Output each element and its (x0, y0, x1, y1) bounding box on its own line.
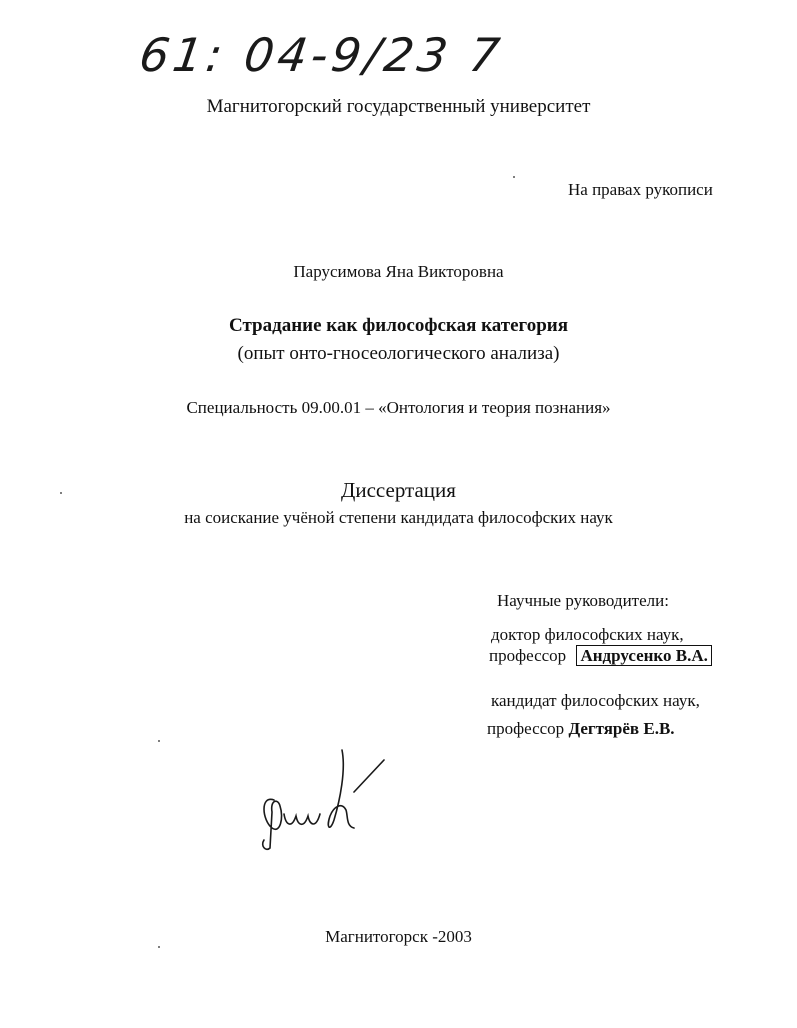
document-type: Диссертация (341, 478, 456, 502)
scan-speck (513, 176, 515, 178)
specialty-line: Специальность 09.00.01 – «Онтология и теория познания» (186, 398, 611, 417)
dissertation-subtitle: (опыт онто-гносеологического анализа) (237, 343, 560, 364)
degree-line: на соискание учёной степени кандидата философских наук (184, 508, 613, 527)
supervisor-2-rank: профессор (487, 719, 565, 738)
supervisor-1-line (489, 646, 712, 666)
university-name: Магнитогорский государственный университет (206, 96, 591, 117)
rights-note: На правах рукописи (568, 180, 713, 199)
supervisor-1-name: Андрусенко В.А. (576, 645, 711, 666)
author-name: Парусимова Яна Викторовна (293, 262, 504, 281)
supervisor-2-line (487, 719, 675, 739)
scan-speck (60, 492, 62, 494)
supervisor-2-name: Дегтярёв Е.В. (568, 719, 675, 738)
supervisor-1-degree: доктор философских наук, (491, 625, 684, 644)
scan-speck (158, 946, 160, 948)
scan-speck (158, 740, 160, 742)
dissertation-title: Страдание как философская категория (229, 315, 568, 336)
city-year: Магнитогорск -2003 (325, 927, 472, 946)
handwritten-signature (250, 740, 400, 855)
supervisor-2-degree: кандидат философских наук, (491, 691, 700, 710)
supervisors-heading: Научные руководители: (497, 591, 669, 610)
supervisor-1-rank: профессор (489, 646, 567, 665)
handwritten-registration-number: 61: 04-9/23 7 (136, 28, 507, 82)
